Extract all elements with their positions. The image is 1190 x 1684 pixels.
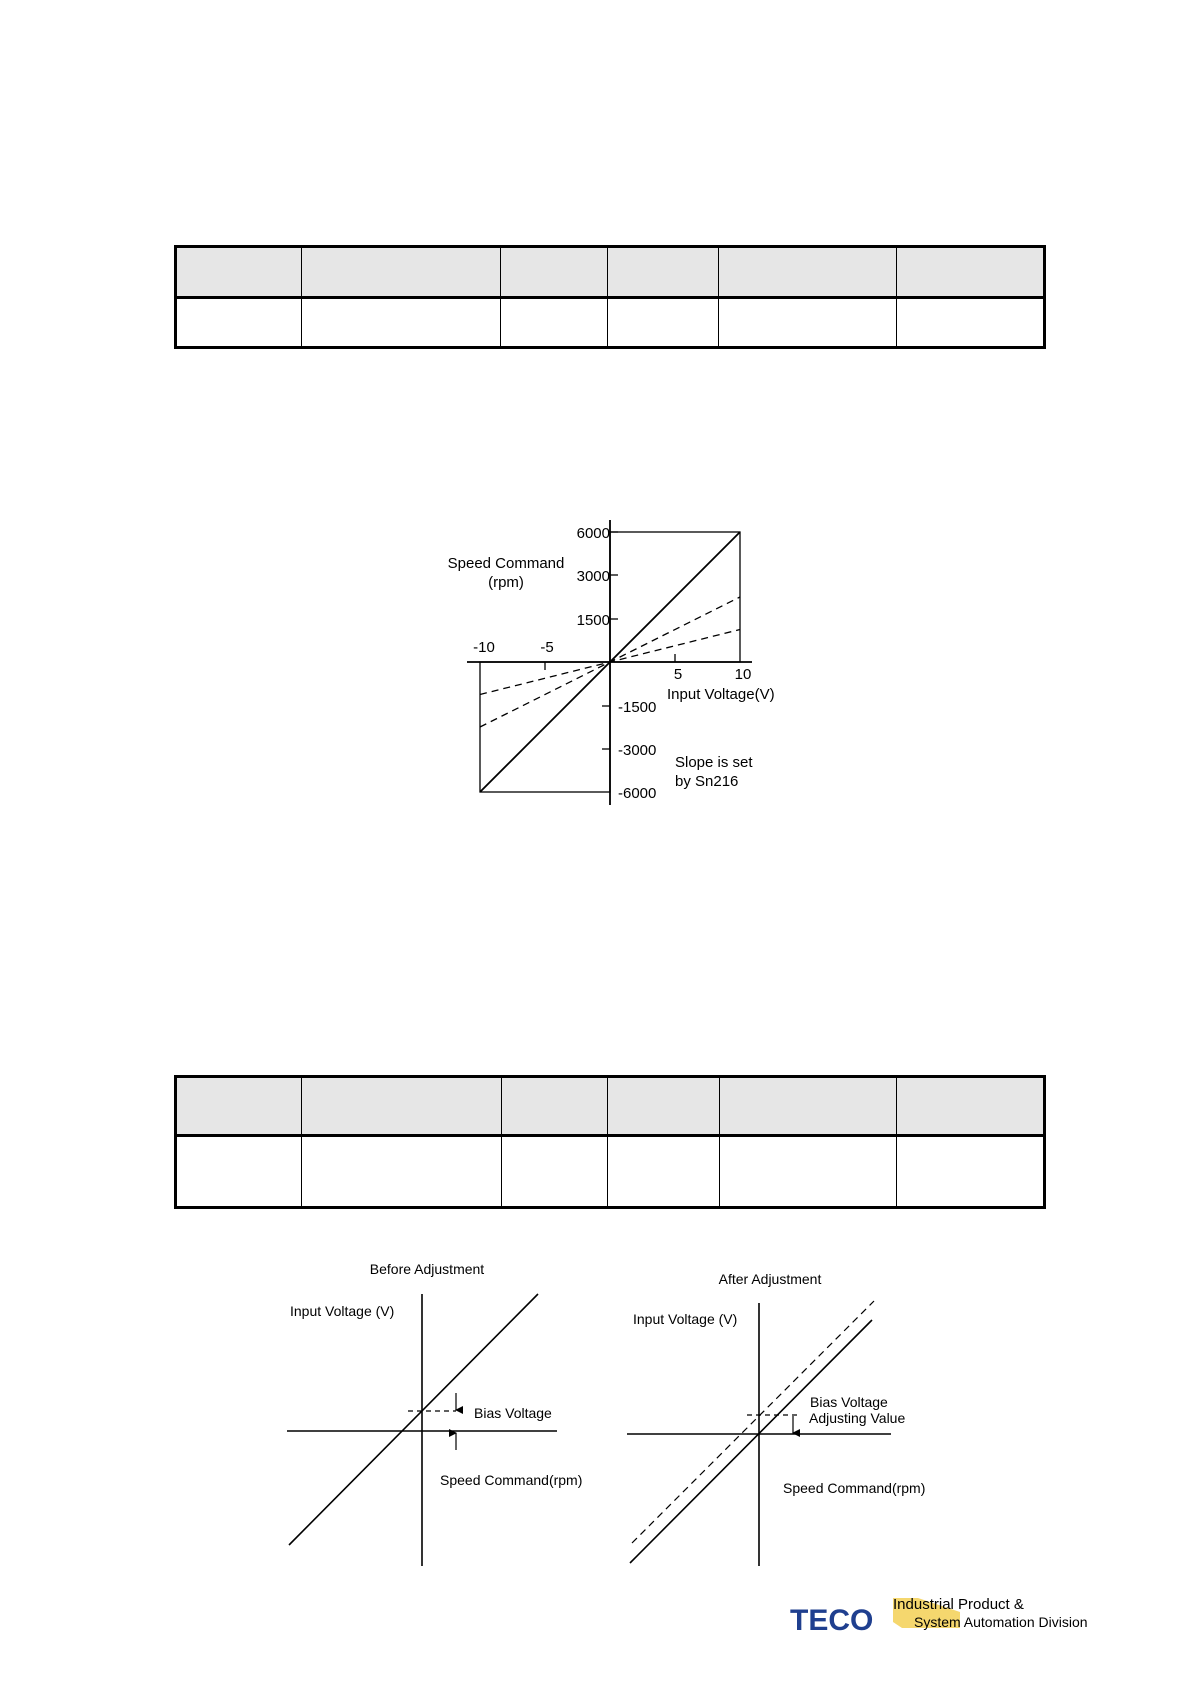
slope-note: Slope is set xyxy=(675,754,753,771)
speed-command-chart xyxy=(448,520,775,805)
bias-voltage-label: Bias Voltage xyxy=(474,1405,552,1421)
y-tick-label: -6000 xyxy=(618,785,657,802)
y-tick-label: 6000 xyxy=(576,525,610,542)
diagram-y-label: Input Voltage (V) xyxy=(633,1311,738,1327)
teco-logo-text: TECO xyxy=(790,1604,874,1637)
footer-logo xyxy=(790,1596,1088,1637)
adjusting-value-label: Adjusting Value xyxy=(809,1410,906,1426)
adjusted-voltage-line xyxy=(630,1320,872,1563)
after-adjustment-diagram xyxy=(627,1271,925,1566)
slope-note-param: by Sn216 xyxy=(675,773,739,790)
x-tick-label: 5 xyxy=(673,666,683,683)
before-adjustment-diagram xyxy=(287,1261,582,1566)
y-tick-label: -1500 xyxy=(618,699,657,716)
diagram-title: After Adjustment xyxy=(718,1271,822,1287)
y-axis-label: Speed Command xyxy=(447,555,565,572)
y-tick-label: 3000 xyxy=(576,568,610,585)
diagram-x-label: Speed Command(rpm) xyxy=(783,1480,926,1496)
y-tick-label: -3000 xyxy=(618,742,657,759)
diagram-title: Before Adjustment xyxy=(369,1261,485,1277)
bias-voltage-label: Bias Voltage xyxy=(810,1394,888,1410)
division-line2: System Automation Division xyxy=(914,1614,1088,1630)
x-tick-label: -5 xyxy=(540,639,554,656)
division-line1: Industrial Product & xyxy=(893,1596,1024,1613)
x-tick-label: -10 xyxy=(473,639,495,656)
x-tick-label: 10 xyxy=(734,666,752,683)
diagram-x-label: Speed Command(rpm) xyxy=(440,1472,583,1488)
x-axis-label: Input Voltage(V) xyxy=(667,686,775,703)
y-axis-label-unit: (rpm) xyxy=(488,574,524,591)
diagram-y-label: Input Voltage (V) xyxy=(290,1303,395,1319)
y-tick-label: 1500 xyxy=(576,612,610,629)
